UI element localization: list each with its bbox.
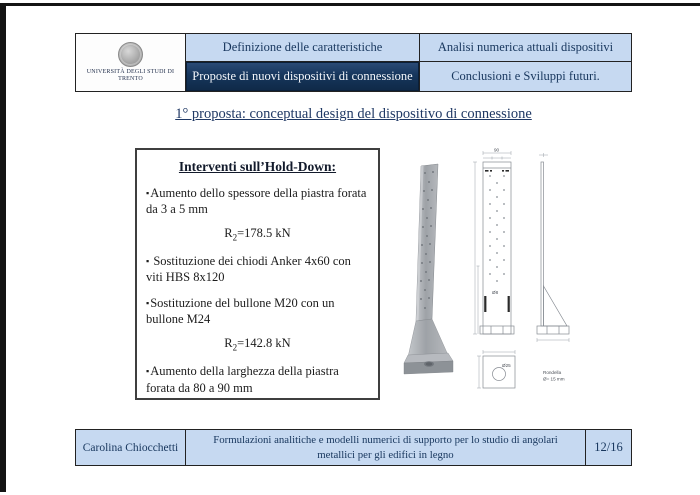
university-name-line1: UNIVERSITÀ DEGLI STUDI DI bbox=[86, 68, 175, 75]
author-cell bbox=[76, 430, 186, 465]
bullet-marker: ▪ bbox=[146, 256, 150, 267]
agenda-item-definizione bbox=[186, 34, 420, 62]
thesis-title: Formulazioni analitiche e modelli numerici di supporto per lo studio di angolari metallici per gli edifici in legno bbox=[213, 434, 558, 461]
agenda-item-label: Conclusioni e Sviluppi futuri. bbox=[451, 69, 600, 83]
holddown-technical-drawing bbox=[447, 146, 579, 398]
r-value: =142.8 kN bbox=[237, 336, 291, 351]
bullet-text: Aumento della larghezza della piastra forata da 80 a 90 mm bbox=[146, 364, 339, 395]
washer-note-line2: Ø= 15 mm bbox=[543, 376, 565, 382]
agenda-item-analisi bbox=[420, 34, 631, 62]
university-name bbox=[87, 69, 175, 84]
r-value: =178.5 kN bbox=[237, 226, 291, 241]
agenda-item-conclusioni bbox=[420, 62, 631, 91]
page-number-cell bbox=[586, 430, 631, 465]
bullet-item bbox=[146, 185, 369, 218]
bullet-marker: ▪ bbox=[146, 366, 150, 377]
bullet-text: Sostituzione del bullone M20 con un bullone M24 bbox=[146, 295, 335, 326]
footer-table bbox=[75, 429, 632, 466]
author-name: Carolina Chiocchetti bbox=[82, 441, 179, 454]
top-border-line bbox=[0, 3, 700, 6]
slide-title: 1° proposta: conceptual design del dispositivo di connessione bbox=[175, 106, 532, 122]
bullet-item bbox=[146, 253, 369, 286]
bullet-marker: ▪ bbox=[146, 297, 150, 308]
page-number: 12/16 bbox=[594, 440, 623, 454]
r2-value-2 bbox=[146, 335, 369, 354]
agenda-item-proposte-active bbox=[186, 62, 420, 91]
bullet-item bbox=[146, 363, 369, 396]
r-subscript: 2 bbox=[232, 342, 238, 353]
bullet-text: Aumento dello spessore della piastra forata da 3 a 5 mm bbox=[146, 185, 367, 216]
bullet-item bbox=[146, 295, 369, 328]
bullet-marker: ▪ bbox=[146, 187, 150, 198]
r2-value-1 bbox=[146, 225, 369, 244]
header-table bbox=[75, 33, 632, 92]
thesis-title-cell bbox=[186, 430, 586, 465]
left-border-bar bbox=[0, 3, 6, 492]
box-heading: Interventi sull’Hold-Down: bbox=[178, 159, 337, 174]
agenda-item-label: Analisi numerica attuali dispositivi bbox=[437, 40, 614, 54]
r-symbol: R bbox=[224, 226, 233, 241]
university-seal-icon bbox=[118, 42, 143, 67]
r-symbol: R bbox=[224, 336, 233, 351]
university-name-line2: TRENTO bbox=[118, 76, 143, 82]
dim-width-label: 90 bbox=[494, 147, 500, 153]
base-hole-diameter-label: Ø25 bbox=[502, 363, 511, 368]
university-logo bbox=[76, 34, 186, 91]
interventions-box bbox=[135, 148, 380, 400]
washer-note-line1: Rondella bbox=[543, 370, 562, 375]
agenda-item-label: Proposte di nuovi dispositivi di connessione bbox=[192, 69, 413, 83]
bullet-text: Sostituzione dei chiodi Anker 4x60 con viti HBS 8x120 bbox=[146, 254, 351, 285]
agenda-item-label: Definizione delle caratteristiche bbox=[222, 40, 383, 54]
hole-diameter-label: Ø8 bbox=[492, 290, 499, 295]
r-subscript: 2 bbox=[232, 232, 238, 243]
